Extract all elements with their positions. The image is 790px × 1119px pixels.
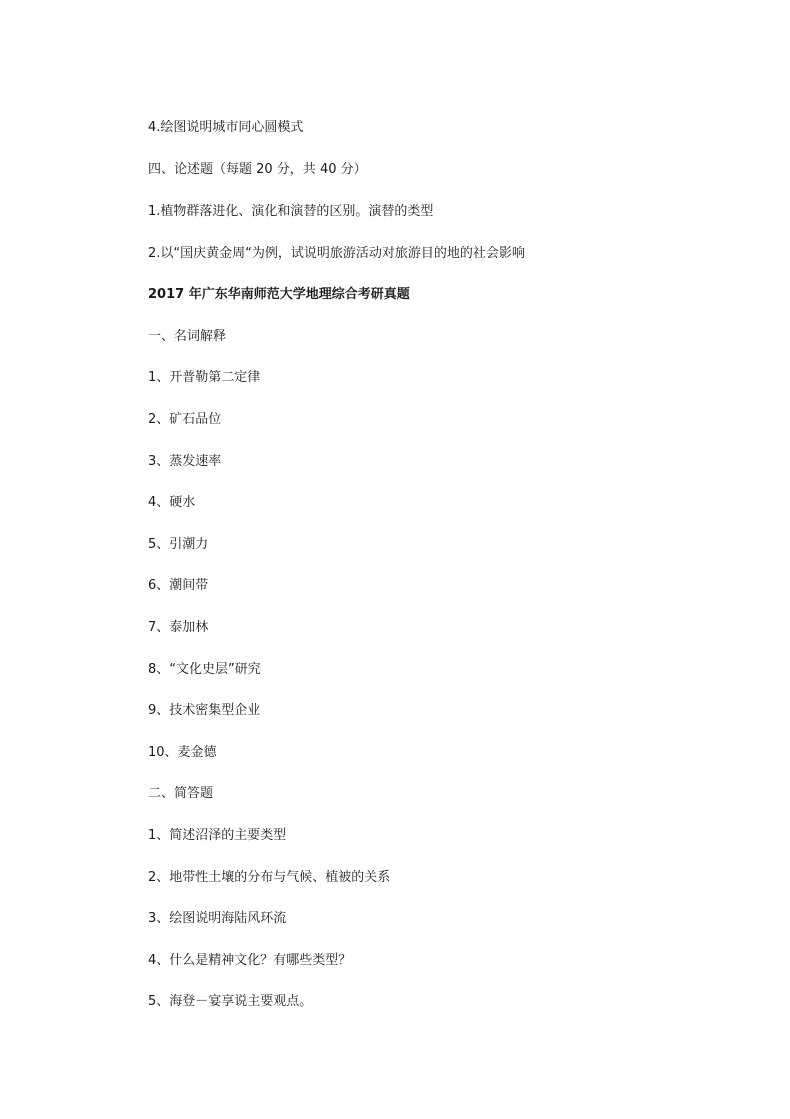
- list-item: 1、开普勒第二定律: [148, 370, 261, 385]
- text-line: 4.绘图说明城市同心圆模式: [148, 120, 304, 135]
- list-item: 3、蒸发速率: [148, 454, 222, 469]
- list-item: 10、麦金德: [148, 745, 217, 760]
- list-item: 4、什么是精神文化？有哪些类型？: [148, 953, 352, 968]
- list-item: 2、地带性土壤的分布与气候、植被的关系: [148, 870, 391, 885]
- section-heading-short-answer: 二、简答题: [148, 786, 214, 801]
- text-line: 1.植物群落进化、演化和演替的区别。演替的类型: [148, 204, 434, 219]
- list-item: 5、海登－宴享说主要观点。: [148, 994, 313, 1009]
- list-item: 7、泰加林: [148, 620, 209, 635]
- list-item: 6、潮间带: [148, 578, 209, 593]
- list-item: 9、技术密集型企业: [148, 703, 261, 718]
- list-item: 2、矿石品位: [148, 412, 222, 427]
- list-item: 5、引潮力: [148, 537, 209, 552]
- section-heading-essay: 四、论述题（每题 20 分，共 40 分）: [148, 162, 367, 177]
- list-item: 8、“文化史层”研究: [148, 662, 261, 677]
- section-heading-terms: 一、名词解释: [148, 329, 227, 344]
- list-item: 1、简述沼泽的主要类型: [148, 828, 287, 843]
- exam-title: 2017 年广东华南师范大学地理综合考研真题: [148, 287, 410, 302]
- list-item: 3、绘图说明海陆风环流: [148, 911, 287, 926]
- text-line: 2.以“国庆黄金周“为例，试说明旅游活动对旅游目的地的社会影响: [148, 246, 525, 261]
- list-item: 4、硬水: [148, 495, 196, 510]
